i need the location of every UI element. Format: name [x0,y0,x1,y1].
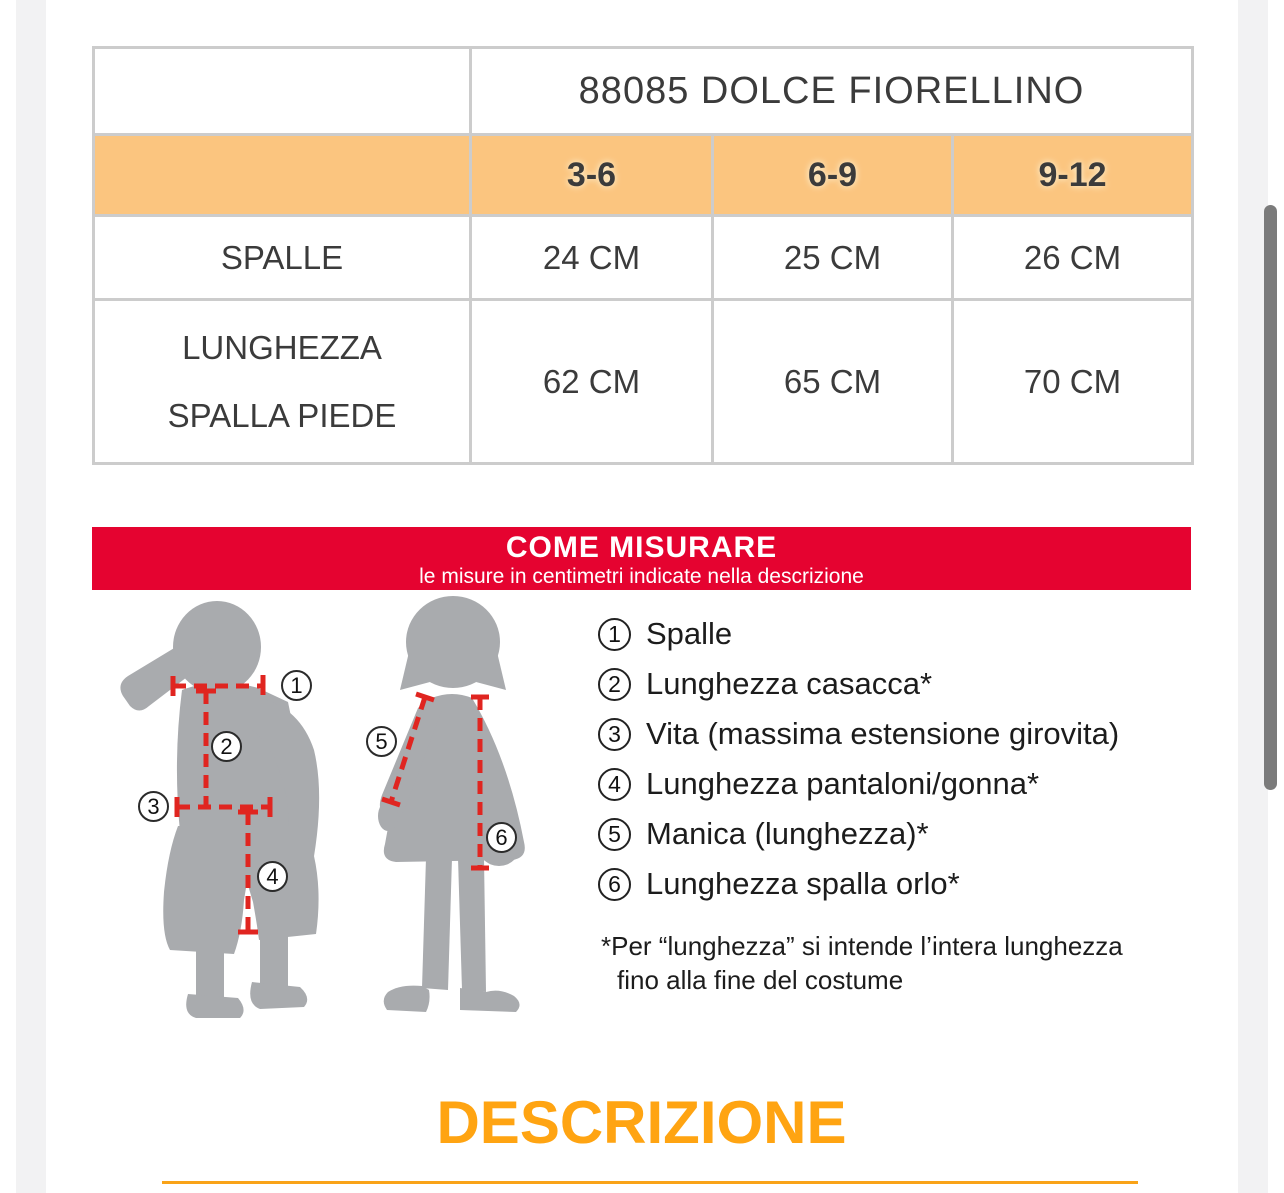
legend-footnote [601,929,1123,997]
row-label-line1: LUNGHEZZA [182,328,382,366]
legend-label: Lunghezza pantaloni/gonna* [646,766,1040,801]
description-heading: DESCRIZIONE [436,1089,847,1156]
description-divider [162,1181,1138,1184]
size-column-3-6: 3-6 [471,135,713,216]
footnote-line1: *Per “lunghezza” si intende l’intera lunghezza [601,931,1123,961]
figure-marker-6: 6 [486,822,517,853]
banner-subtitle: le misure in centimetri indicate nella descrizione [419,565,864,588]
table-cell: 26 CM [953,216,1193,300]
legend-label: Manica (lunghezza)* [646,816,929,851]
legend-item [598,759,1119,809]
table-cell-empty [94,135,471,216]
legend-item [598,659,1119,709]
figure-marker-3: 3 [138,791,169,822]
measurement-figure [100,590,590,1040]
legend-label: Spalle [646,616,733,651]
circled-number-icon: 3 [598,718,631,751]
circled-number-icon: 1 [598,618,631,651]
measure-legend [598,609,1119,909]
size-column-9-12: 9-12 [953,135,1193,216]
footnote-line2: fino alla fine del costume [617,965,904,995]
size-table [92,46,1194,465]
left-edge-strip [16,0,46,1193]
table-row-product [94,48,1193,135]
banner-title: COME MISURARE [505,531,778,564]
table-cell: 25 CM [713,216,953,300]
table-row-spalle [94,216,1193,300]
figure-marker-5: 5 [366,726,397,757]
legend-label: Lunghezza spalla orlo* [646,866,960,901]
figure-marker-2: 2 [211,731,242,762]
table-row-lunghezza [94,300,1193,464]
legend-item [598,709,1119,759]
row-label-lunghezza [94,300,471,464]
table-cell: 24 CM [471,216,713,300]
product-title: 88085 DOLCE FIORELLINO [471,48,1193,135]
table-cell: 62 CM [471,300,713,464]
legend-item [598,609,1119,659]
legend-label: Vita (massima estensione girovita) [646,716,1120,751]
legend-item [598,809,1119,859]
circled-number-icon: 6 [598,868,631,901]
circled-number-icon: 5 [598,818,631,851]
scrollbar-thumb[interactable] [1264,205,1277,790]
come-misurare-banner [92,527,1191,590]
table-cell-empty [94,48,471,135]
legend-label: Lunghezza casacca* [646,666,933,701]
table-cell: 70 CM [953,300,1193,464]
row-label-spalle: SPALLE [94,216,471,300]
legend-item [598,859,1119,909]
figure-marker-1: 1 [281,670,312,701]
size-column-6-9: 6-9 [713,135,953,216]
circled-number-icon: 4 [598,768,631,801]
table-cell: 65 CM [713,300,953,464]
row-label-line2: SPALLA PIEDE [167,396,397,434]
table-row-sizes [94,135,1193,216]
circled-number-icon: 2 [598,668,631,701]
figure-marker-4: 4 [257,861,288,892]
